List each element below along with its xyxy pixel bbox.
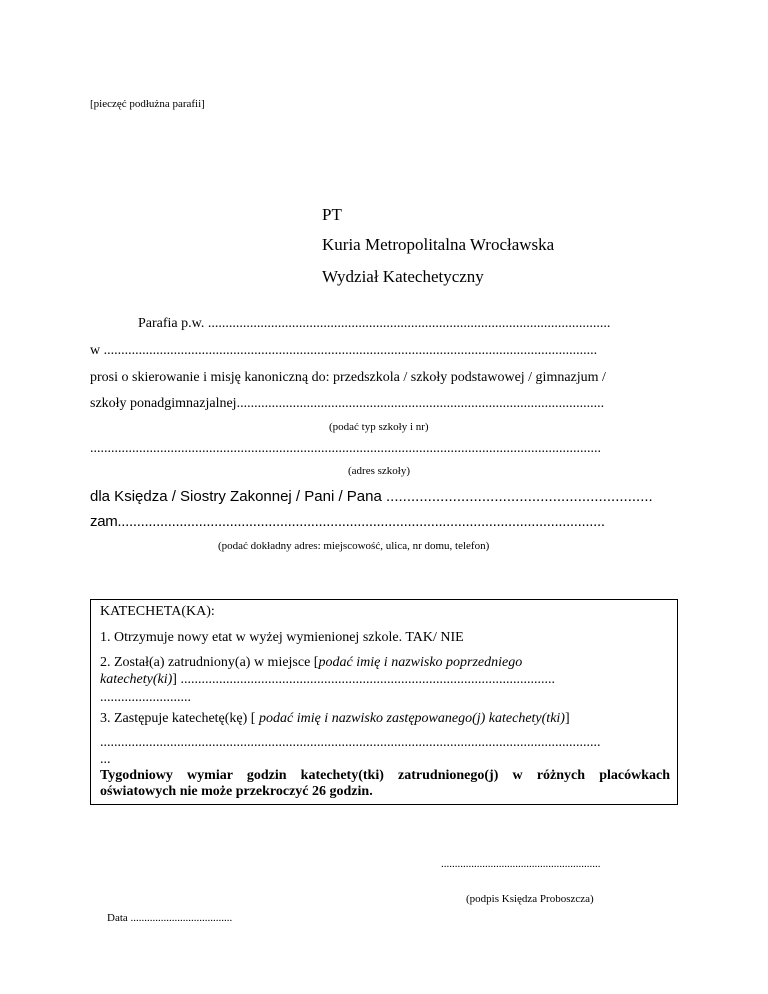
new-position-item: 1. Otrzymuje nowy etat w wyżej wymienionej szkole. TAK/ NIE (100, 630, 464, 645)
catechist-name-field[interactable]: dla Księdza / Siostry Zakonnej / Pani / Pana ................................................................ (90, 488, 653, 505)
town-field[interactable]: w ............................................................................................................................................. (90, 343, 598, 358)
replacement-item-italic: podać imię i nazwisko poprzedniego (318, 655, 523, 670)
school-type-hint: (podać typ szkoły i nr) (329, 421, 429, 433)
date-field[interactable]: Data ..................................... (107, 912, 233, 924)
catechist-info-box (90, 599, 678, 805)
substitution-item (100, 711, 570, 727)
residence-hint: (podać dokładny adres: miejscowość, ulica, nr domu, telefon) (218, 540, 490, 552)
replacement-item-prefix: 2. Został(a) zatrudniony(a) w miejsce [ (100, 655, 319, 670)
request-text-line-1: prosi o skierowanie i misję kanoniczną do: przedszkola / szkoły podstawowej / gimnazjum / (90, 370, 606, 385)
addressee-line-2: Kuria Metropolitalna Wrocławska (322, 235, 555, 254)
hours-limit-note-line-1: Tygodniowy wymiar godzin katechety(tki) zatrudnionego(j) w różnych placówkach (100, 768, 670, 783)
hours-limit-note-line-2: oświatowych nie może przekroczyć 26 godzin. (100, 784, 373, 799)
addressee-line-1: PT (322, 205, 342, 224)
parish-stamp-label: [pieczęć podłużna parafii] (90, 98, 205, 110)
signature-line[interactable]: .......................................................... (441, 858, 601, 870)
parish-field[interactable]: Parafia p.w. ................................................................................................................... (138, 316, 611, 331)
residence-field[interactable]: zam.............................................................................................................................. (90, 513, 605, 530)
replacement-name-field-cont[interactable]: .......................... (100, 690, 191, 705)
school-address-field[interactable]: .................................................................................................................................................. (90, 441, 601, 456)
substitution-item-prefix: 3. Zastępuje katechetę(kę) [ (100, 711, 259, 726)
replacement-item-dots: ] ........................................................................................................... (172, 672, 555, 687)
substitution-item-italic: podać imię i nazwisko zastępowanego(j) katechety(tki) (258, 711, 565, 726)
school-address-hint: (adres szkoły) (348, 465, 411, 477)
school-type-field[interactable]: szkoły ponadgimnazjalnej......................................................................................................... (90, 396, 605, 411)
substitution-item-suffix: ] (564, 711, 570, 726)
replacement-item (100, 655, 522, 671)
substitution-name-field[interactable]: ............................................................................................................................................... (100, 735, 601, 750)
addressee-line-3: Wydział Katechetyczny (322, 267, 484, 286)
replacement-name-field[interactable] (100, 672, 674, 688)
signature-label: (podpis Księdza Proboszcza) (466, 893, 594, 905)
substitution-name-field-cont[interactable]: ... (100, 752, 111, 767)
replacement-item-italic-2: katechety(ki) (100, 672, 173, 687)
catechist-heading: KATECHETA(KA): (100, 604, 215, 619)
